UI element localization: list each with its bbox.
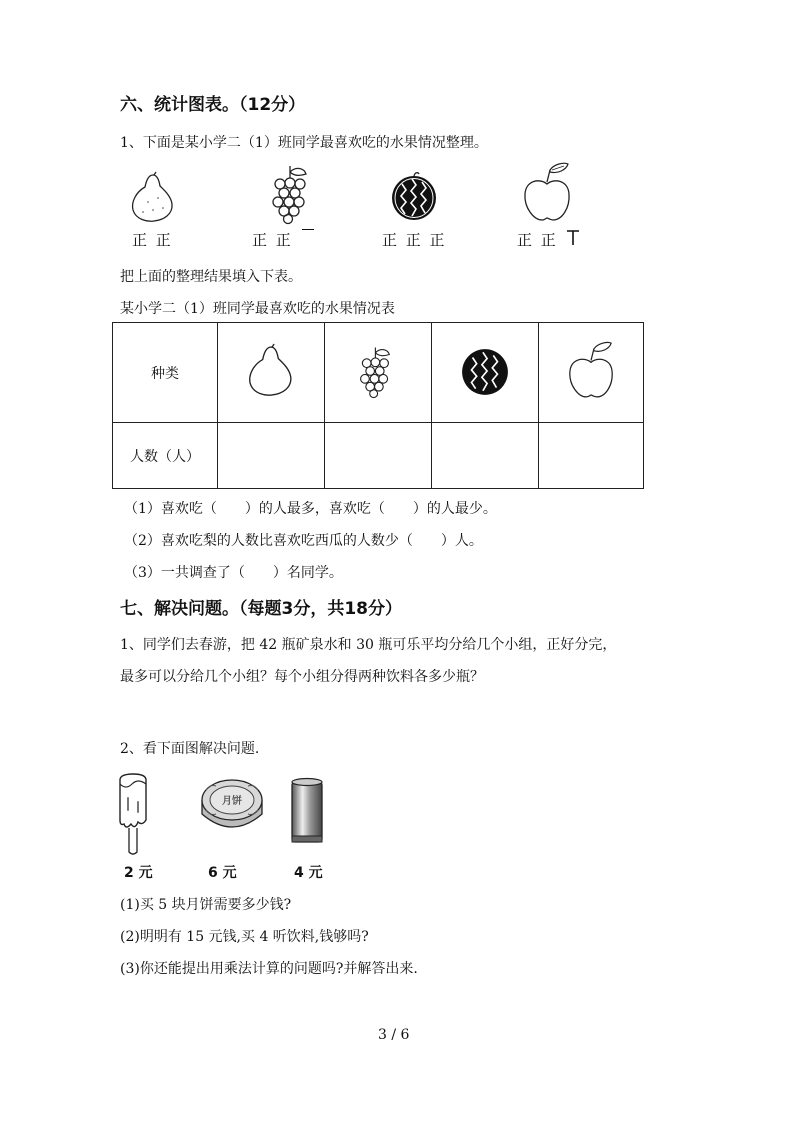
table-header-type: 种类 [113,323,218,423]
popsicle-icon [116,772,150,858]
pear-icon [128,172,178,224]
apple-icon [522,162,572,224]
sub-question-2: (2)明明有 15 元钱,买 4 听饮料,钱够吗? [120,929,369,945]
tally-partial-stroke [566,230,580,246]
table-answer-watermelon[interactable] [432,423,539,489]
section-6-title: 六、统计图表。（12分） [120,95,306,115]
table-title: 某小学二（1）班同学最喜欢吃的水果情况表 [120,301,395,317]
table-cell-pear [218,323,325,423]
table-header-count: 人数（人） [113,423,218,489]
mooncake-icon [196,774,268,840]
question-7-2: 2、看下面图解决问题. [120,741,260,757]
grapes-icon [358,343,398,399]
sub-question-3: (3)你还能提出用乘法计算的问题吗?并解答出来. [120,961,418,977]
question-6-1: 1、下面是某小学二（1）班同学最喜欢吃的水果情况整理。 [120,135,488,151]
tally-apple: 正 正 [517,231,558,249]
instruction: 把上面的整理结果填入下表。 [120,269,302,285]
table-answer-grapes[interactable] [325,423,432,489]
sub-question-1: (1)买 5 块月饼需要多少钱? [120,897,292,913]
question-7-1-line2: 最多可以分给几个小组？每个小组分得两种饮料各多少瓶？ [120,669,484,685]
tally-watermelon: 正 正 正 [382,231,447,249]
tally-stroke [302,229,314,230]
tally-grapes: 正 正 [252,231,293,249]
watermelon-icon [460,345,510,397]
table-answer-apple[interactable] [539,423,644,489]
soda-can-icon [290,776,324,846]
fill-blank-3: （3）一共调查了（ ）名同学。 [124,565,343,581]
fill-blank-2: （2）喜欢吃梨的人数比喜欢吃西瓜的人数少（ ）人。 [124,533,483,549]
table-cell-watermelon [432,323,539,423]
price-popsicle: 2 元 [124,865,153,881]
price-drink: 4 元 [294,865,323,881]
fruit-table [112,322,644,489]
price-mooncake: 6 元 [208,865,237,881]
tally-pear: 正 正 [132,231,173,249]
pear-icon [245,343,297,399]
apple-icon [567,341,615,401]
watermelon-icon [390,172,438,222]
grapes-icon [270,162,316,224]
question-7-1-line1: 1、同学们去春游，把 42 瓶矿泉水和 30 瓶可乐平均分给几个小组，正好分完， [120,637,617,653]
table-answer-pear[interactable] [218,423,325,489]
table-cell-grapes [325,323,432,423]
page-number: 3 / 6 [378,1027,410,1043]
table-cell-apple [539,323,644,423]
mooncake-label: 月饼 [222,796,242,807]
section-7-title: 七、解决问题。（每题3分，共18分） [120,599,402,619]
fill-blank-1: （1）喜欢吃（ ）的人最多，喜欢吃（ ）的人最少。 [124,501,497,517]
